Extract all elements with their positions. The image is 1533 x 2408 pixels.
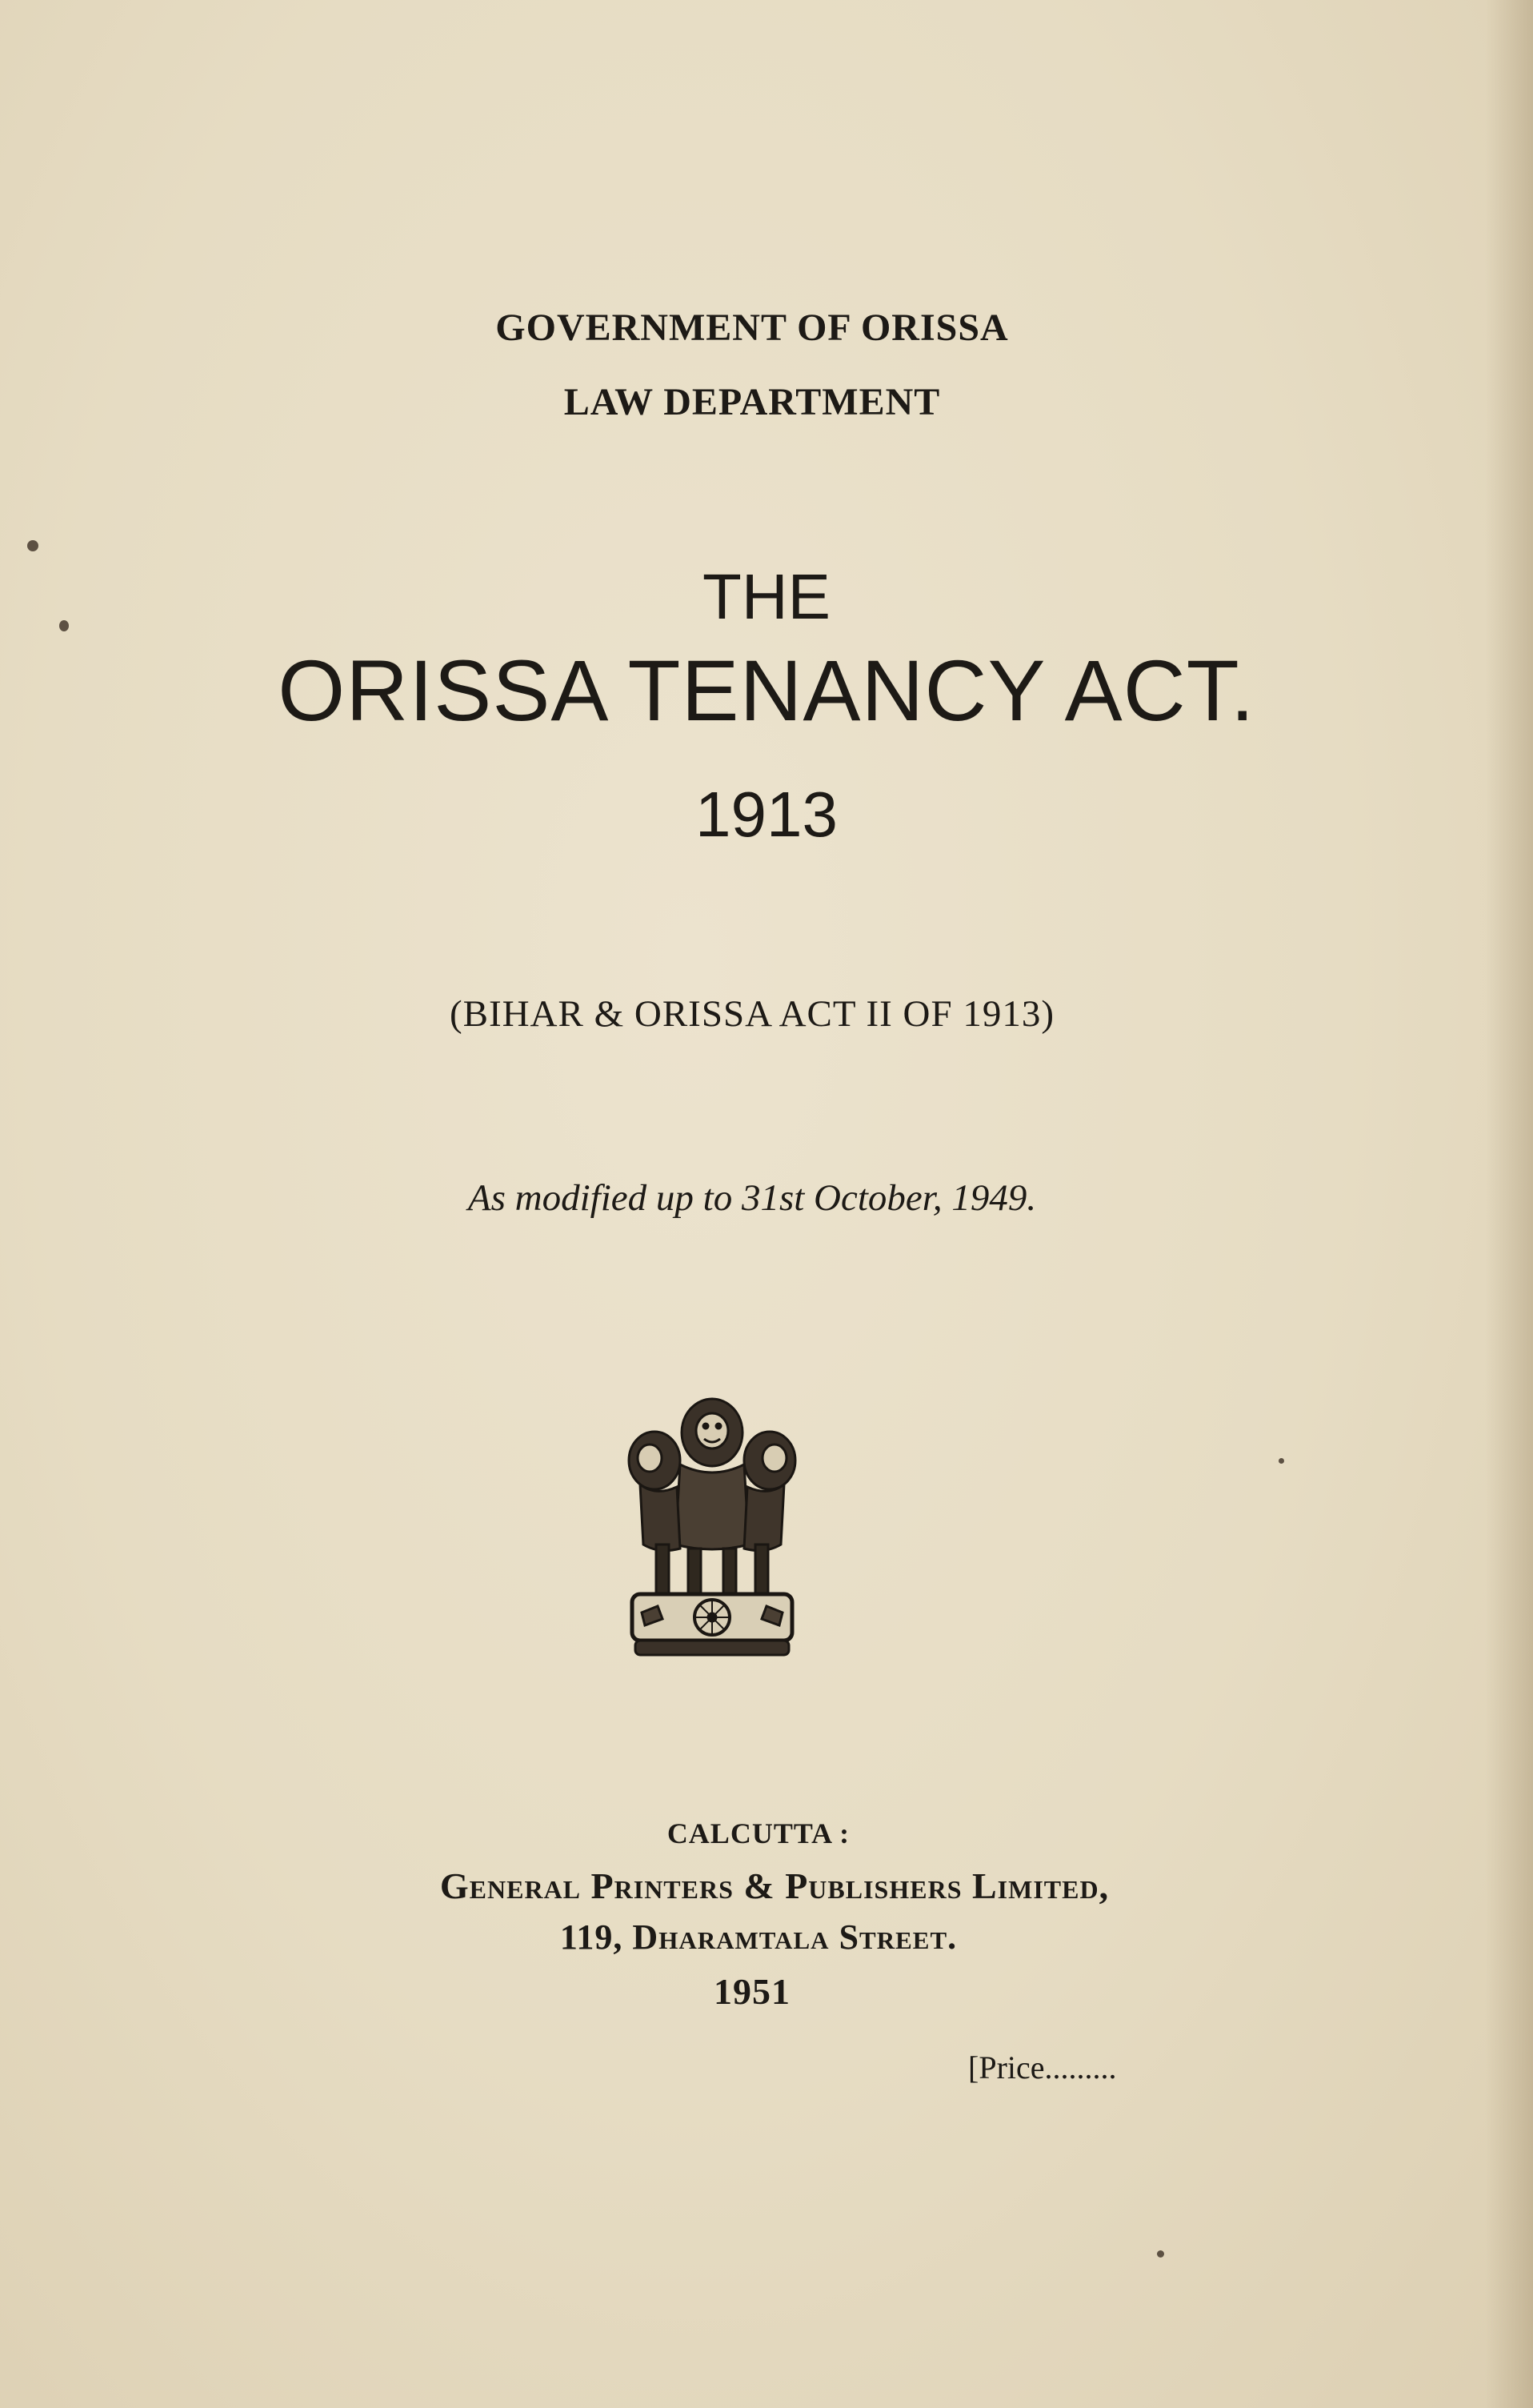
paper-speck xyxy=(1157,2250,1164,2258)
department-heading: LAW DEPARTMENT xyxy=(563,381,941,423)
paper-speck xyxy=(59,620,69,631)
title-article: THE xyxy=(702,561,831,632)
publisher-address: 119, Dharamtala Street. xyxy=(559,1917,958,1957)
publisher-name: General Printers & Publishers Limited, xyxy=(439,1865,1110,1906)
price-line: [Price......... xyxy=(968,2049,1117,2085)
title-year: 1913 xyxy=(695,779,838,850)
publisher-city: CALCUTTA : xyxy=(666,1817,851,1849)
government-heading: GOVERNMENT OF ORISSA xyxy=(495,307,1009,349)
state-emblem-lion-capital-icon xyxy=(624,1384,800,1661)
paper-speck xyxy=(27,540,38,551)
document-title: ORISSA TENANCY ACT. xyxy=(278,642,1255,739)
publication-year: 1951 xyxy=(714,1971,791,2012)
modification-note: As modified up to 31st October, 1949. xyxy=(467,1177,1037,1219)
paper-speck xyxy=(1279,1458,1284,1464)
act-reference: (BIHAR & ORISSA ACT II OF 1913) xyxy=(449,993,1055,1035)
